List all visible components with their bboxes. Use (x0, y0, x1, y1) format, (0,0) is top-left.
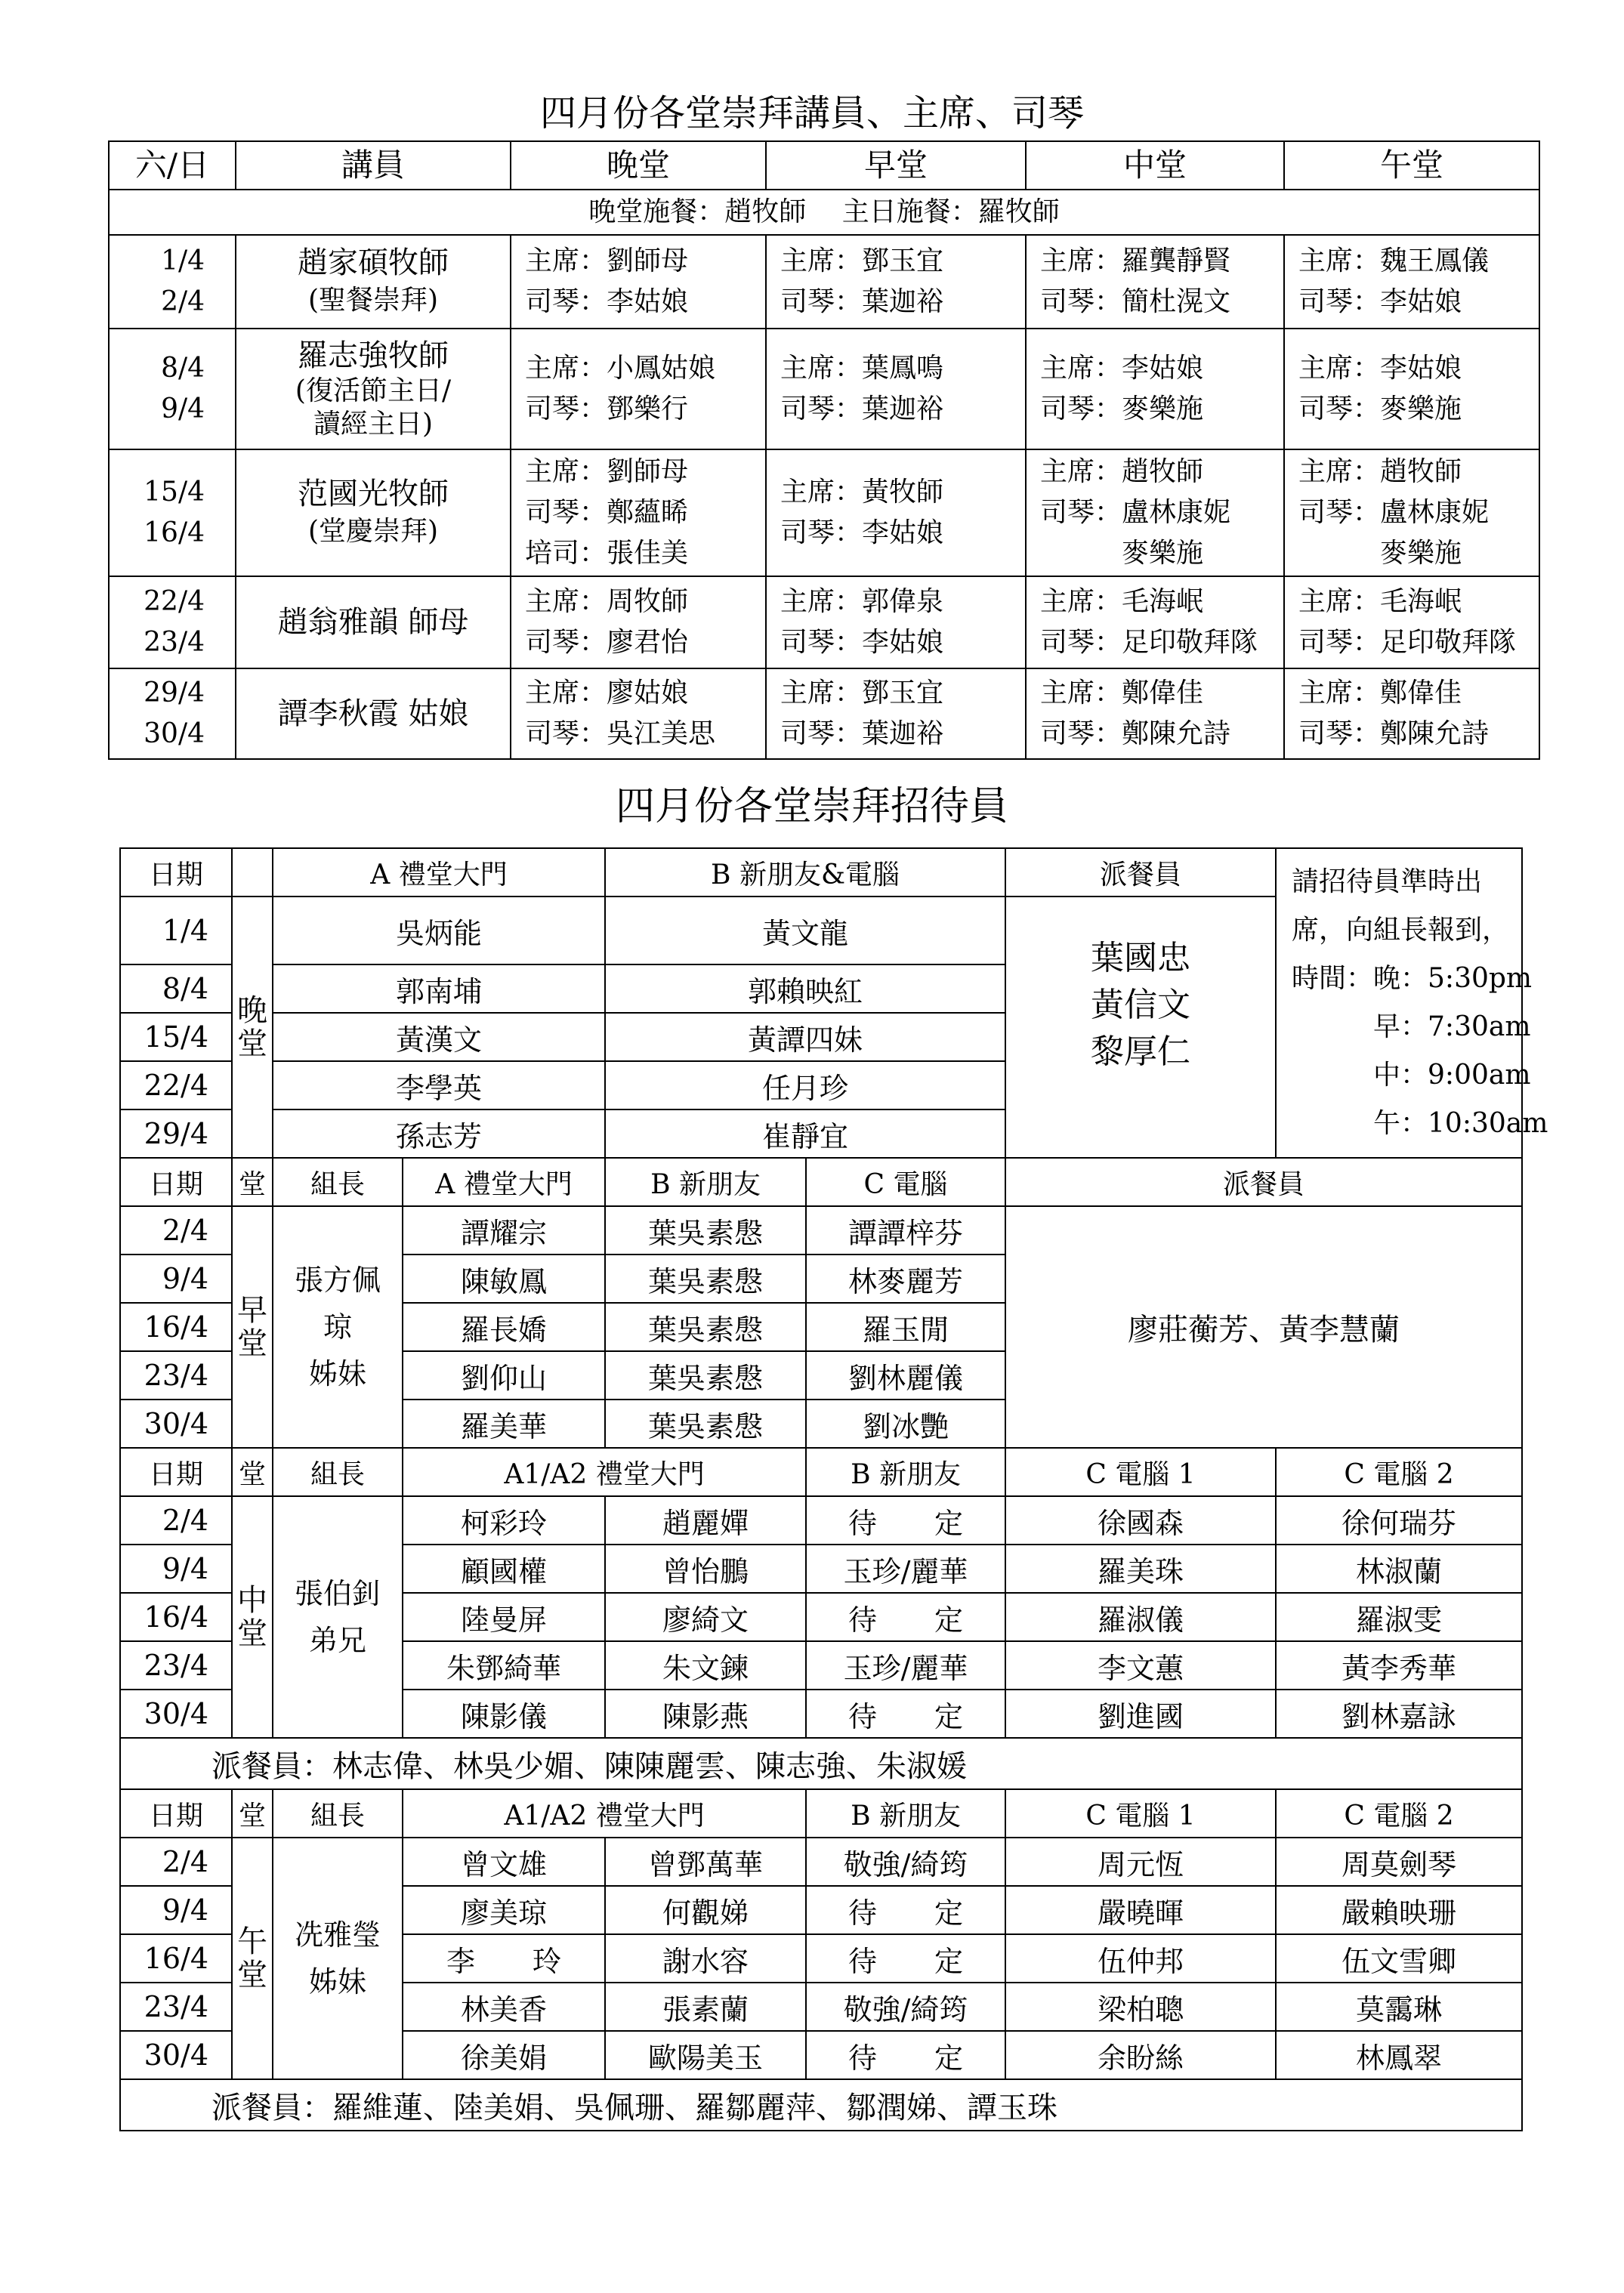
header-c: C 電腦 (806, 1158, 1005, 1206)
section-label-text: 中 堂 (237, 1583, 267, 1651)
a2-cell: 張素蘭 (605, 1983, 806, 2031)
date-cell: 16/4 (120, 1303, 232, 1351)
header-b: B 新朋友&電腦 (605, 848, 1005, 897)
speaker-name: 趙家碩牧師 (298, 245, 449, 280)
header-leader: 組長 (273, 1158, 403, 1206)
table-row (109, 576, 1539, 668)
b-cell: 任月珍 (605, 1061, 1005, 1109)
table-row (109, 329, 1539, 449)
dates: 15/4 16/4 (109, 449, 236, 576)
afternoon-meal-row (120, 2079, 1522, 2131)
speaker (236, 329, 511, 449)
a2-cell: 曾鄧萬華 (605, 1838, 806, 1886)
a2-cell: 朱文鍊 (605, 1641, 806, 1690)
a2-cell: 陳影燕 (605, 1690, 806, 1738)
date-cell: 23/4 (120, 1351, 232, 1400)
c2-cell: 劉林嘉詠 (1276, 1690, 1522, 1738)
midday-cell: 主席：毛海岷 司琴：足印敬拜隊 (1026, 576, 1284, 668)
a1-cell: 林美香 (403, 1983, 605, 2031)
section-label (232, 1206, 273, 1448)
header-service: 堂 (232, 1448, 273, 1496)
speaker-note: (復活節主日/ 讀經主日) (295, 375, 452, 440)
meal-servers: 廖莊蘅芳、黃李慧蘭 (1005, 1206, 1522, 1448)
dates: 29/4 30/4 (109, 668, 236, 759)
a-cell: 陳敏鳳 (403, 1255, 605, 1303)
date-cell: 16/4 (120, 1934, 232, 1983)
c1-cell: 徐國森 (1005, 1496, 1276, 1545)
a-cell: 羅長嬌 (403, 1303, 605, 1351)
header-date: 日期 (120, 1158, 232, 1206)
a2-cell: 廖綺文 (605, 1593, 806, 1641)
b-cell: 葉吳素慇 (605, 1351, 806, 1400)
header-c2: C 電腦 2 (1276, 1448, 1522, 1496)
speaker-table (108, 140, 1540, 760)
c2-cell: 伍文雪卿 (1276, 1934, 1522, 1983)
morning-header (120, 1158, 1522, 1206)
speaker-note: (堂慶崇拜) (307, 516, 439, 547)
header-date: 日期 (120, 1448, 232, 1496)
title-speakers: 四月份各堂崇拜講員、主席、司琴 (539, 92, 1084, 134)
date-cell: 2/4 (120, 1206, 232, 1255)
b-cell: 敬強/綺筠 (806, 1983, 1005, 2031)
a-cell: 郭南埔 (273, 964, 605, 1013)
dates: 22/4 23/4 (109, 576, 236, 668)
date-cell: 23/4 (120, 1641, 232, 1690)
c-cell: 羅玉閒 (806, 1303, 1005, 1351)
b-cell: 黃譚四妹 (605, 1013, 1005, 1061)
usher-table (119, 847, 1548, 2131)
a2-cell: 歐陽美玉 (605, 2031, 806, 2079)
morning-cell: 主席：葉鳳鳴 司琴：葉迦裕 (766, 329, 1026, 449)
b-cell: 葉吳素慇 (605, 1255, 806, 1303)
c1-cell: 伍仲邦 (1005, 1934, 1276, 1983)
meal-servers: 葉國忠 黃信文 黎厚仁 (1005, 897, 1276, 1158)
leader-cell: 張方佩 琼 姊妹 (273, 1206, 403, 1448)
c1-cell: 余盼絲 (1005, 2031, 1276, 2079)
header-afternoon: 午堂 (1284, 141, 1539, 190)
a1-cell: 曾文雄 (403, 1838, 605, 1886)
date-cell: 8/4 (120, 964, 232, 1013)
afternoon-header (120, 1789, 1522, 1838)
a2-cell: 曾怡鵬 (605, 1545, 806, 1593)
morning-cell: 主席：鄧玉宜 司琴：葉迦裕 (766, 668, 1026, 759)
header-b: B 新朋友 (806, 1789, 1005, 1838)
c2-cell: 林鳳翠 (1276, 2031, 1522, 2079)
header-service: 堂 (232, 1158, 273, 1206)
morning-cell: 主席：黃牧師 司琴：李姑娘 (766, 449, 1026, 576)
table-row (109, 235, 1539, 329)
date-cell: 30/4 (120, 2031, 232, 2079)
c-cell: 譚譚梓芬 (806, 1206, 1005, 1255)
a1-cell: 陳影儀 (403, 1690, 605, 1738)
header-midday: 中堂 (1026, 141, 1284, 190)
table-row (120, 1206, 1522, 1255)
speaker (236, 235, 511, 329)
midday-cell: 主席：羅龔靜賢 司琴：簡杜滉文 (1026, 235, 1284, 329)
date-cell: 30/4 (120, 1400, 232, 1448)
afternoon-cell: 主席：李姑娘 司琴：麥樂施 (1284, 329, 1539, 449)
date-cell: 1/4 (120, 897, 232, 964)
date-cell: 2/4 (120, 1838, 232, 1886)
header-a: A1/A2 禮堂大門 (403, 1448, 806, 1496)
section-label-text: 午 堂 (237, 1924, 267, 1992)
dates: 1/4 2/4 (109, 235, 236, 329)
midday-header (120, 1448, 1522, 1496)
date-cell: 16/4 (120, 1593, 232, 1641)
c1-cell: 梁柏聰 (1005, 1983, 1276, 2031)
header-a: A 禮堂大門 (273, 848, 605, 897)
evening-header (120, 848, 1522, 897)
header-a: A1/A2 禮堂大門 (403, 1789, 806, 1838)
b-cell: 敬強/綺筠 (806, 1838, 1005, 1886)
c2-cell: 嚴賴映珊 (1276, 1886, 1522, 1934)
b-cell: 葉吳素慇 (605, 1206, 806, 1255)
b-cell: 葉吳素慇 (605, 1303, 806, 1351)
speaker-name: 趙翁雅韻 師母 (236, 576, 511, 668)
a1-cell: 廖美琼 (403, 1886, 605, 1934)
b-cell: 玉珍/麗華 (806, 1545, 1005, 1593)
midday-cell: 主席：李姑娘 司琴：麥樂施 (1026, 329, 1284, 449)
a2-cell: 趙麗嬋 (605, 1496, 806, 1545)
c2-cell: 林淑蘭 (1276, 1545, 1522, 1593)
morning-cell: 主席：鄧玉宜 司琴：葉迦裕 (766, 235, 1026, 329)
b-cell: 崔靜宜 (605, 1109, 1005, 1158)
midday-cell: 主席：趙牧師 司琴：盧林康妮 麥樂施 (1026, 449, 1284, 576)
evening-cell: 主席：周牧師 司琴：廖君怡 (511, 576, 766, 668)
date-cell: 22/4 (120, 1061, 232, 1109)
date-cell: 2/4 (120, 1496, 232, 1545)
section-label-text: 晚 堂 (237, 993, 267, 1061)
evening-cell: 主席：小鳳姑娘 司琴：鄧樂行 (511, 329, 766, 449)
a1-cell: 柯彩玲 (403, 1496, 605, 1545)
a1-cell: 陸曼屏 (403, 1593, 605, 1641)
usher-note: 請招待員準時出 席，向組長報到， 時間：晚：5:30pm 早：7:30am 中：9:00am 午：10:30am (1276, 848, 1522, 1158)
a-cell: 譚耀宗 (403, 1206, 605, 1255)
speaker-name: 譚李秋霞 姑娘 (236, 668, 511, 759)
date-cell: 15/4 (120, 1013, 232, 1061)
c1-cell: 嚴曉暉 (1005, 1886, 1276, 1934)
section-label-text: 早 堂 (237, 1293, 267, 1361)
header-service: 堂 (232, 1789, 273, 1838)
header-row (109, 141, 1539, 190)
meal-note: 晚堂施餐：趙牧師 主日施餐：羅牧師 (109, 190, 1539, 235)
c1-cell: 周元恆 (1005, 1838, 1276, 1886)
speaker-name: 范國光牧師 (298, 477, 449, 511)
a-cell: 孫志芳 (273, 1109, 605, 1158)
a2-cell: 何觀娣 (605, 1886, 806, 1934)
b-cell: 待 定 (806, 2031, 1005, 2079)
date-cell: 29/4 (120, 1109, 232, 1158)
dates: 8/4 9/4 (109, 329, 236, 449)
morning-cell: 主席：郭偉泉 司琴：李姑娘 (766, 576, 1026, 668)
b-cell: 郭賴映紅 (605, 964, 1005, 1013)
afternoon-cell: 主席：魏王鳳儀 司琴：李姑娘 (1284, 235, 1539, 329)
a1-cell: 朱鄧綺華 (403, 1641, 605, 1690)
c2-cell: 黃李秀華 (1276, 1641, 1522, 1690)
date-cell: 9/4 (120, 1886, 232, 1934)
afternoon-cell: 主席：毛海岷 司琴：足印敬拜隊 (1284, 576, 1539, 668)
a-cell: 羅美華 (403, 1400, 605, 1448)
afternoon-cell: 主席：趙牧師 司琴：盧林康妮 麥樂施 (1284, 449, 1539, 576)
midday-cell: 主席：鄭偉佳 司琴：鄭陳允詩 (1026, 668, 1284, 759)
leader-cell: 冼雅瑩 姊妹 (273, 1838, 403, 2079)
b-cell: 黃文龍 (605, 897, 1005, 964)
header-b: B 新朋友 (806, 1448, 1005, 1496)
header-b: B 新朋友 (605, 1158, 806, 1206)
c-cell: 劉林麗儀 (806, 1351, 1005, 1400)
header-c2: C 電腦 2 (1276, 1789, 1522, 1838)
a-cell: 吳炳能 (273, 897, 605, 964)
meal-servers: 派餐員：羅維蓮、陸美娟、吳佩珊、羅鄒麗萍、鄒潤娣、譚玉珠 (120, 2079, 1522, 2131)
header-date: 日期 (120, 1789, 232, 1838)
section-label (232, 1496, 273, 1738)
table-row (109, 668, 1539, 759)
b-cell: 待 定 (806, 1496, 1005, 1545)
header-blank (232, 848, 273, 897)
c1-cell: 羅淑儀 (1005, 1593, 1276, 1641)
afternoon-cell: 主席：鄭偉佳 司琴：鄭陳允詩 (1284, 668, 1539, 759)
b-cell: 待 定 (806, 1593, 1005, 1641)
a-cell: 劉仰山 (403, 1351, 605, 1400)
leader-cell: 張伯釗 弟兄 (273, 1496, 403, 1738)
b-cell: 葉吳素慇 (605, 1400, 806, 1448)
header-date: 日期 (120, 848, 232, 897)
header-c1: C 電腦 1 (1005, 1789, 1276, 1838)
a2-cell: 謝水容 (605, 1934, 806, 1983)
speaker (236, 449, 511, 576)
header-evening: 晚堂 (511, 141, 766, 190)
section-label (232, 897, 273, 1158)
header-c1: C 電腦 1 (1005, 1448, 1276, 1496)
c2-cell: 羅淑雯 (1276, 1593, 1522, 1641)
date-cell: 23/4 (120, 1983, 232, 2031)
date-cell: 9/4 (120, 1545, 232, 1593)
title-ushers: 四月份各堂崇拜招待員 (615, 784, 1008, 829)
c1-cell: 羅美珠 (1005, 1545, 1276, 1593)
evening-cell: 主席：劉師母 司琴：李姑娘 (511, 235, 766, 329)
speaker-name: 羅志強牧師 (298, 338, 449, 373)
table-row (109, 449, 1539, 576)
a-cell: 李學英 (273, 1061, 605, 1109)
a1-cell: 徐美娟 (403, 2031, 605, 2079)
c2-cell: 莫靄琳 (1276, 1983, 1522, 2031)
date-cell: 9/4 (120, 1255, 232, 1303)
midday-meal-row (120, 1738, 1522, 1789)
meal-servers: 派餐員：林志偉、林吳少媚、陳陳麗雲、陳志強、朱淑媛 (120, 1738, 1522, 1789)
c-cell: 林麥麗芳 (806, 1255, 1005, 1303)
header-leader: 組長 (273, 1448, 403, 1496)
c1-cell: 李文蕙 (1005, 1641, 1276, 1690)
evening-cell: 主席：廖姑娘 司琴：吳江美思 (511, 668, 766, 759)
table-row (120, 1838, 1522, 1886)
b-cell: 待 定 (806, 1690, 1005, 1738)
a-cell: 黃漢文 (273, 1013, 605, 1061)
date-cell: 30/4 (120, 1690, 232, 1738)
c2-cell: 周莫劍琴 (1276, 1838, 1522, 1886)
section-label (232, 1838, 273, 2079)
header-date: 六/日 (109, 141, 236, 190)
header-speaker: 講員 (236, 141, 511, 190)
b-cell: 待 定 (806, 1934, 1005, 1983)
a1-cell: 顧國權 (403, 1545, 605, 1593)
header-a: A 禮堂大門 (403, 1158, 605, 1206)
header-leader: 組長 (273, 1789, 403, 1838)
c1-cell: 劉進國 (1005, 1690, 1276, 1738)
b-cell: 玉珍/麗華 (806, 1641, 1005, 1690)
header-meal: 派餐員 (1005, 848, 1276, 897)
header-meal: 派餐員 (1005, 1158, 1522, 1206)
a1-cell: 李 玲 (403, 1934, 605, 1983)
table-row (120, 1496, 1522, 1545)
c-cell: 劉冰艷 (806, 1400, 1005, 1448)
header-morning: 早堂 (766, 141, 1026, 190)
c2-cell: 徐何瑞芬 (1276, 1496, 1522, 1545)
evening-cell: 主席：劉師母 司琴：鄭蘊睎 培司：張佳美 (511, 449, 766, 576)
b-cell: 待 定 (806, 1886, 1005, 1934)
speaker-note: (聖餐崇拜) (307, 285, 439, 316)
